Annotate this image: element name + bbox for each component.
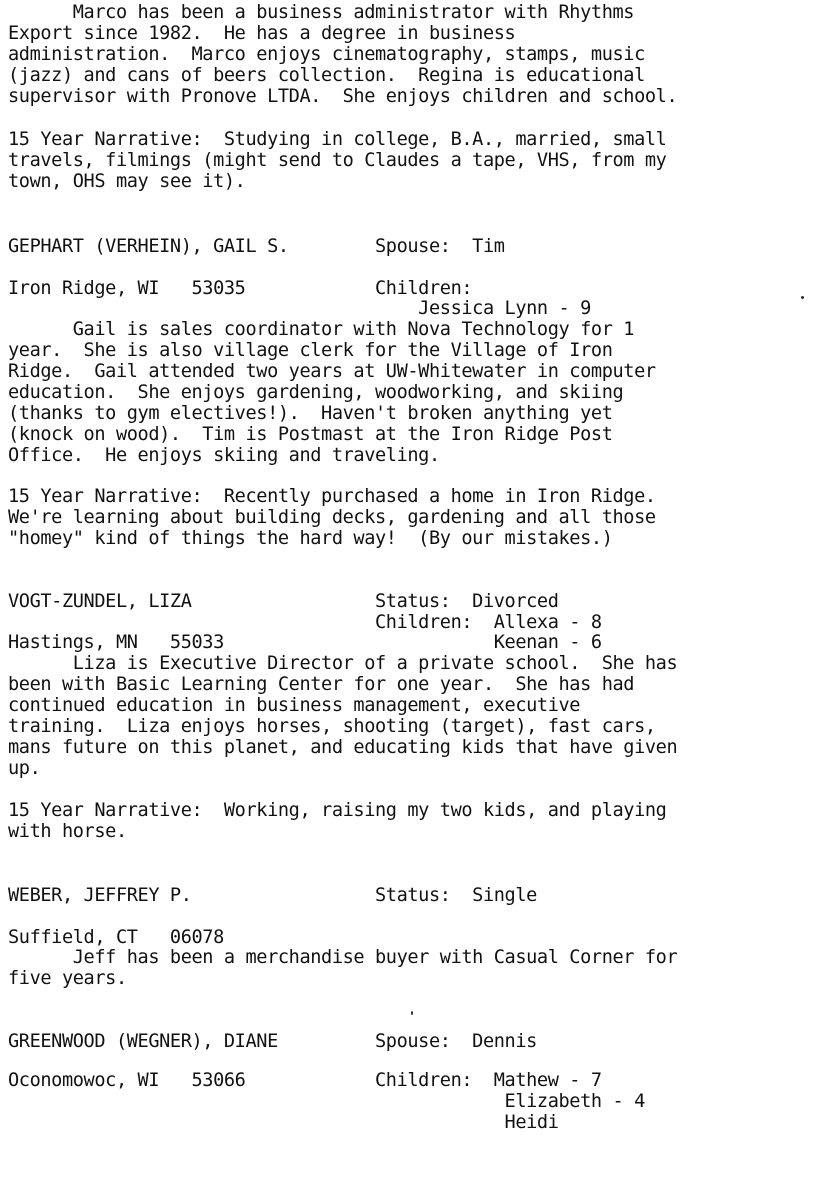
text-line: 15 Year Narrative: Recently purchased a home in Iron Ridge. (8, 486, 656, 507)
text-line: town, OHS may see it). (8, 171, 246, 192)
children-line: Oconomowoc, WI 53066 Children: Mathew - 7 (8, 1070, 602, 1091)
text-line: We're learning about building decks, gardening and all those (8, 507, 656, 528)
text-line: year. She is also village clerk for the Village of Iron (8, 340, 613, 361)
text-line: mans future on this planet, and educating kids that have given (8, 737, 678, 758)
children-line: Children: Allexa - 8 (8, 612, 602, 633)
entry-heading: GREENWOOD (WEGNER), DIANE Spouse: Dennis (8, 1031, 537, 1052)
text-line: Jeff has been a merchandise buyer with Casual Corner for (8, 947, 678, 968)
text-line: been with Basic Learning Center for one year. She has had (8, 674, 635, 695)
entry-heading: VOGT-ZUNDEL, LIZA Status: Divorced (8, 591, 559, 612)
text-line: training. Liza enjoys horses, shooting (target), fast cars, (8, 716, 656, 737)
entry-heading: GEPHART (VERHEIN), GAIL S. Spouse: Tim (8, 236, 505, 257)
text-line: (jazz) and cans of beers collection. Regina is educational (8, 65, 645, 86)
text-line: Marco has been a business administrator with Rhythms (8, 2, 635, 23)
text-line: up. (8, 758, 41, 779)
entry-heading: WEBER, JEFFREY P. Status: Single (8, 885, 537, 906)
children-line: Elizabeth - 4 (8, 1091, 645, 1112)
text-line: five years. (8, 968, 127, 989)
text-line: (knock on wood). Tim is Postmast at the Iron Ridge Post (8, 424, 613, 445)
text-line: education. She enjoys gardening, woodworking, and skiing (8, 382, 624, 403)
scan-speck (411, 1011, 413, 1015)
scan-speck (801, 296, 804, 299)
text-line: Gail is sales coordinator with Nova Technology for 1 (8, 319, 635, 340)
text-line: travels, filmings (might send to Claudes a tape, VHS, from my (8, 150, 667, 171)
text-line: Liza is Executive Director of a private school. She has (8, 653, 678, 674)
entry-address: Iron Ridge, WI 53035 Children: (8, 278, 473, 299)
text-line: 15 Year Narrative: Studying in college, B.A., married, small (8, 129, 667, 150)
text-line: continued education in business management, executive (8, 695, 581, 716)
children-line: Jessica Lynn - 9 (8, 298, 591, 319)
entry-address: Suffield, CT 06078 (8, 927, 224, 948)
text-line: with horse. (8, 821, 127, 842)
text-line: administration. Marco enjoys cinematography, stamps, music (8, 44, 645, 65)
children-line: Heidi (8, 1112, 559, 1133)
text-line: Office. He enjoys skiing and traveling. (8, 445, 440, 466)
text-line: "homey" kind of things the hard way! (By our mistakes.) (8, 528, 613, 549)
entry-address: Hastings, MN 55033 Keenan - 6 (8, 632, 602, 653)
text-line: 15 Year Narrative: Working, raising my two kids, and playing (8, 800, 667, 821)
text-line: supervisor with Pronove LTDA. She enjoys children and school. (8, 86, 678, 107)
text-line: (thanks to gym electives!). Haven't broken anything yet (8, 403, 613, 424)
text-line: Export since 1982. He has a degree in business (8, 23, 516, 44)
text-line: Ridge. Gail attended two years at UW-Whitewater in computer (8, 361, 656, 382)
